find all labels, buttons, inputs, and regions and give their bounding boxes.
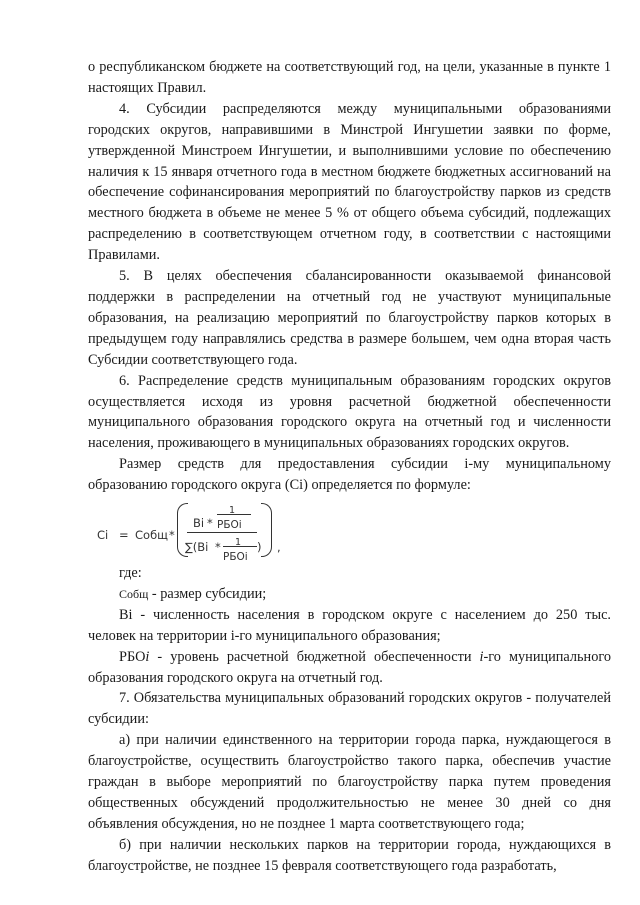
paragraph-7: 7. Обязательства муниципальных образований городских округов - получателей субсидии: <box>88 690 611 728</box>
paragraph-subsidy-size: Размер средств для предоставления субсидии i-му муниципальному образованию городского округа (Сi) определяется по формуле: <box>88 456 611 494</box>
paragraph-5: 5. В целях обеспечения сбалансированности оказываемой финансовой поддержки в распределении на отчетный год не участвуют муниципальные образования, на реализацию мероприятий по благоустройству парков которых в предыдущем году направлялись средства в размере большем, чем одна вторая часть Субсидии соответствующего года. <box>88 268 611 368</box>
formula-equals: = <box>119 528 129 543</box>
formula-num-rbo: РБОi <box>217 519 242 532</box>
definition-rbo: РБОi - уровень расчетной бюджетной обеспеченности i-го муниципального образования городского округа на отчетный год. <box>88 648 612 686</box>
formula-num-mul: * <box>207 516 213 531</box>
formula-den-one: 1 <box>235 537 242 549</box>
formula-den-sum: ∑(Bi <box>185 540 209 555</box>
definition-sobsh-symbol: Собщ <box>119 586 149 601</box>
formula-right-paren <box>261 503 272 557</box>
paragraph-intro: о республиканском бюджете на соответствующий год, на цели, указанные в пункте 1 настоящих Правил. <box>88 59 611 96</box>
subsidy-formula <box>97 501 611 563</box>
paragraph-7a: а) при наличии единственного на территории города парка, нуждающегося в благоустройстве, осуществить благоустройство такого парка, обеспечив участие граждан в выборе мероприятий по благоустройству парка путем проведения общественных обсуждений продолжительностью не менее 30 дней со дня объявления обсуждения, но не позднее 1 марта соответствующего года; <box>88 732 611 832</box>
formula-lhs: Ci <box>97 528 109 543</box>
formula-multiply: * <box>169 528 175 543</box>
paragraph-4: 4. Субсидии распределяются между муниципальными образованиями городских округов, направившими в Минстрой Ингушетии заявки по форме, утвержденной Минстроем Ингушетии, и выполнившими условие по обеспечению наличия к 15 января отчетного года в местном бюджете бюджетных ассигнований на обеспечение софинансирования мероприятий по благоустройству парков из средств местного бюджета в объеме не менее 5 % от общего объема субсидий, подлежащих распределению в соответствующем отчетном году, в соответствии с настоящими Правилами. <box>88 100 611 264</box>
formula-main-fraction-line <box>187 532 257 533</box>
formula-den-mul: * <box>215 540 221 555</box>
formula-num-bi: Bi <box>193 516 205 531</box>
definition-rbo-symbol: РБО <box>119 648 146 665</box>
definition-bi: Вi - численность населения в городском округе с населением до 250 тыс. человек на территории i-го муниципального образования; <box>88 606 611 644</box>
formula-sobsh: Собщ <box>135 528 168 543</box>
definition-sobsh: Собщ - размер субсидии; <box>119 585 267 602</box>
where-label: где: <box>119 565 142 582</box>
paragraph-6: 6. Распределение средств муниципальным образованиям городских округов осуществляется исходя из уровня расчетной бюджетной обеспеченности муниципального образования городского округа на отчетный год и численности населения, проживающего в муниципальных образованиях городских округов. <box>88 372 611 452</box>
definition-bi-symbol: Вi <box>119 606 133 623</box>
document-text <box>88 57 611 877</box>
formula-num-one: 1 <box>229 505 236 517</box>
paragraph-7b: б) при наличии нескольких парков на территории города, нуждающихся в благоустройстве, не позднее 15 февраля соответствующего года разработать, <box>88 836 611 874</box>
formula-den-rbo: РБОi <box>223 551 248 564</box>
formula-den-close: ) <box>257 540 262 555</box>
formula-comma: , <box>277 540 281 555</box>
